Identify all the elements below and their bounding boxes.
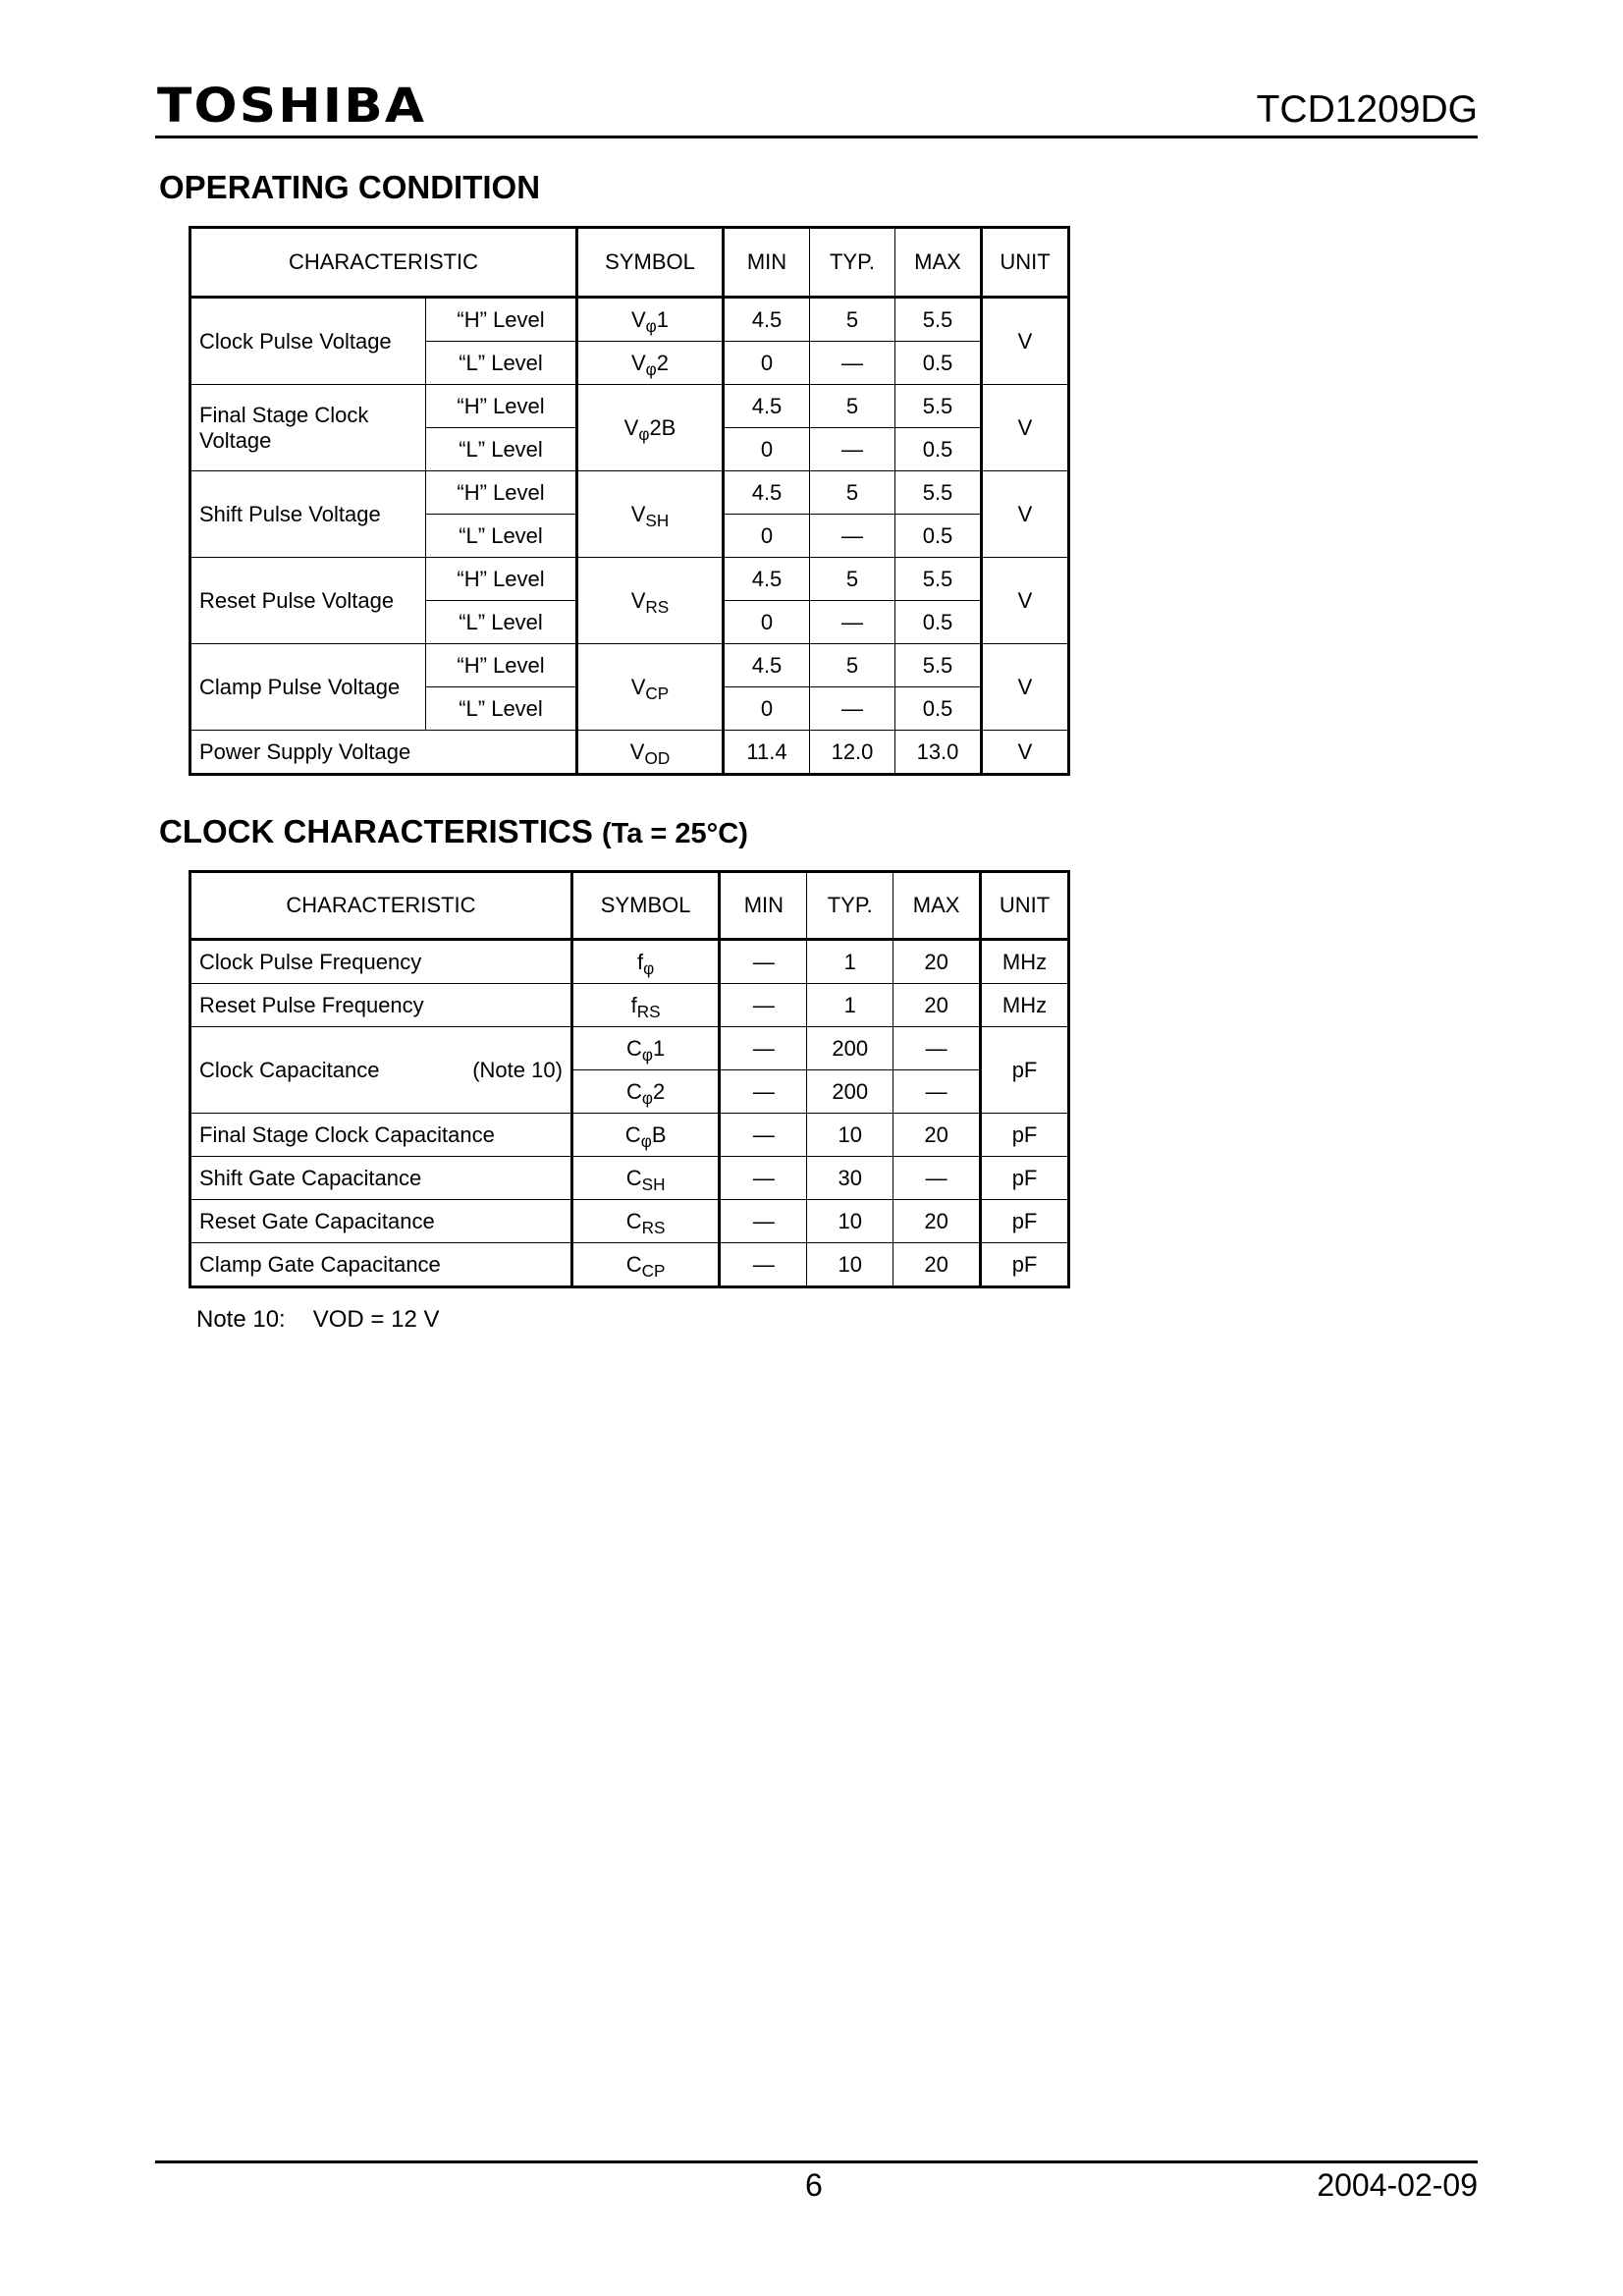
typ-cell: 5 xyxy=(810,385,895,428)
col-header-min: MIN xyxy=(720,872,807,940)
max-cell: 20 xyxy=(893,1200,981,1243)
max-cell: — xyxy=(893,1157,981,1200)
min-cell: 0 xyxy=(724,687,810,731)
table-row xyxy=(190,984,1069,1027)
typ-cell: — xyxy=(810,601,895,644)
col-header-typ: TYP. xyxy=(807,872,893,940)
col-header-typ: TYP. xyxy=(810,228,895,298)
table-row xyxy=(190,731,1069,775)
unit-cell: pF xyxy=(981,1157,1069,1200)
unit-cell: pF xyxy=(981,1243,1069,1287)
unit-cell: pF xyxy=(981,1200,1069,1243)
characteristic-cell: Clamp Pulse Voltage xyxy=(190,644,426,731)
symbol-cell: $C_{SH}$ xyxy=(571,1157,720,1200)
col-header-unit: UNIT xyxy=(981,872,1069,940)
table-header-row xyxy=(190,872,1069,940)
unit-cell: MHz xyxy=(981,940,1069,984)
min-cell: 4.5 xyxy=(724,471,810,515)
symbol-cell: $V_{CP}$ xyxy=(577,644,724,731)
typ-cell: 200 xyxy=(807,1070,893,1114)
typ-cell: — xyxy=(810,687,895,731)
min-cell: 0 xyxy=(724,601,810,644)
min-cell: 0 xyxy=(724,428,810,471)
min-cell: — xyxy=(720,1200,807,1243)
typ-cell: 5 xyxy=(810,471,895,515)
min-cell: — xyxy=(720,1157,807,1200)
level-cell: “H” Level xyxy=(426,298,577,342)
max-cell: 0.5 xyxy=(895,515,982,558)
min-cell: 4.5 xyxy=(724,644,810,687)
unit-cell: V xyxy=(982,471,1069,558)
note-ref: (Note 10) xyxy=(472,1057,563,1082)
typ-cell: — xyxy=(810,342,895,385)
typ-cell: 5 xyxy=(810,298,895,342)
part-number: TCD1209DG xyxy=(1256,88,1478,131)
typ-cell: — xyxy=(810,428,895,471)
symbol-cell: $C_{RS}$ xyxy=(571,1200,720,1243)
max-cell: 0.5 xyxy=(895,428,982,471)
header-rule xyxy=(155,136,1478,138)
min-cell: 4.5 xyxy=(724,385,810,428)
table-row xyxy=(190,644,1069,687)
typ-cell: 12.0 xyxy=(810,731,895,775)
table-row xyxy=(190,385,1069,428)
max-cell: 20 xyxy=(893,984,981,1027)
max-cell: — xyxy=(893,1027,981,1070)
level-cell: “H” Level xyxy=(426,471,577,515)
typ-cell: 10 xyxy=(807,1243,893,1287)
symbol-cell: $V_{SH}$ xyxy=(577,471,724,558)
level-cell: “L” Level xyxy=(426,428,577,471)
symbol-cell: $V_\varphi 2B$ xyxy=(577,385,724,471)
typ-cell: 1 xyxy=(807,984,893,1027)
max-cell: 5.5 xyxy=(895,558,982,601)
typ-cell: 200 xyxy=(807,1027,893,1070)
symbol-cell: $V_\varphi 2$ xyxy=(577,342,724,385)
table-row xyxy=(190,471,1069,515)
min-cell: 4.5 xyxy=(724,558,810,601)
typ-cell: 1 xyxy=(807,940,893,984)
table-row xyxy=(190,1243,1069,1287)
symbol-cell: $C_\varphi B$ xyxy=(571,1114,720,1157)
table-row xyxy=(190,940,1069,984)
symbol-cell: $f_{RS}$ xyxy=(571,984,720,1027)
col-header-symbol: SYMBOL xyxy=(577,228,724,298)
unit-cell: V xyxy=(982,558,1069,644)
operating-condition-table xyxy=(189,226,1070,776)
min-cell: 11.4 xyxy=(724,731,810,775)
col-header-symbol: SYMBOL xyxy=(571,872,720,940)
symbol-cell: $C_\varphi 1$ xyxy=(571,1027,720,1070)
min-cell: 0 xyxy=(724,342,810,385)
level-cell: “H” Level xyxy=(426,558,577,601)
unit-cell: MHz xyxy=(981,984,1069,1027)
unit-cell: V xyxy=(982,385,1069,471)
clock-characteristics-condition: (Ta = 25°C) xyxy=(602,818,748,849)
max-cell: 0.5 xyxy=(895,342,982,385)
typ-cell: — xyxy=(810,515,895,558)
footer-rule xyxy=(155,2160,1478,2163)
typ-cell: 5 xyxy=(810,558,895,601)
max-cell: 5.5 xyxy=(895,471,982,515)
typ-cell: 10 xyxy=(807,1200,893,1243)
unit-cell: V xyxy=(982,731,1069,775)
toshiba-logo: TOSHIBA xyxy=(157,79,427,134)
max-cell: — xyxy=(893,1070,981,1114)
document-date: 2004-02-09 xyxy=(1317,2167,1478,2203)
symbol-cell: $f_\varphi$ xyxy=(571,940,720,984)
characteristic-cell: Reset Pulse Frequency xyxy=(190,984,572,1027)
table-row xyxy=(190,1114,1069,1157)
max-cell: 0.5 xyxy=(895,687,982,731)
note-text: VOD = 12 V xyxy=(312,1306,440,1333)
min-cell: — xyxy=(720,1070,807,1114)
characteristic-cell: Final Stage Clock Capacitance xyxy=(190,1114,572,1157)
characteristic-cell: Clamp Gate Capacitance xyxy=(190,1243,572,1287)
note-label: Note 10: xyxy=(196,1306,286,1333)
max-cell: 20 xyxy=(893,940,981,984)
col-header-max: MAX xyxy=(895,228,982,298)
typ-cell: 10 xyxy=(807,1114,893,1157)
characteristic-cell: Clock Pulse Frequency xyxy=(190,940,572,984)
level-cell: “L” Level xyxy=(426,342,577,385)
table-row xyxy=(190,1027,1069,1070)
level-cell: “L” Level xyxy=(426,601,577,644)
table-row xyxy=(190,1200,1069,1243)
characteristic-cell: Shift Gate Capacitance xyxy=(190,1157,572,1200)
min-cell: — xyxy=(720,1027,807,1070)
symbol-cell: $V_{RS}$ xyxy=(577,558,724,644)
unit-cell: pF xyxy=(981,1114,1069,1157)
col-header-unit: UNIT xyxy=(982,228,1069,298)
clock-characteristics-title: CLOCK CHARACTERISTICS (Ta = 25°C) xyxy=(159,813,748,849)
operating-condition-title: OPERATING CONDITION xyxy=(159,169,541,205)
page-number: 6 xyxy=(805,2167,823,2203)
symbol-cell: $C_\varphi 2$ xyxy=(571,1070,720,1114)
characteristic-cell: Reset Gate Capacitance xyxy=(190,1200,572,1243)
table-header-row xyxy=(190,228,1069,298)
max-cell: 5.5 xyxy=(895,385,982,428)
unit-cell: V xyxy=(982,298,1069,385)
characteristic-cell: Shift Pulse Voltage xyxy=(190,471,426,558)
symbol-cell: $C_{CP}$ xyxy=(571,1243,720,1287)
characteristic-cell: Reset Pulse Voltage xyxy=(190,558,426,644)
max-cell: 5.5 xyxy=(895,298,982,342)
level-cell: “H” Level xyxy=(426,644,577,687)
table-row xyxy=(190,558,1069,601)
characteristic-cell: Final Stage Clock Voltage xyxy=(190,385,426,471)
level-cell: “L” Level xyxy=(426,687,577,731)
max-cell: 0.5 xyxy=(895,601,982,644)
min-cell: 4.5 xyxy=(724,298,810,342)
col-header-min: MIN xyxy=(724,228,810,298)
max-cell: 20 xyxy=(893,1114,981,1157)
table-row xyxy=(190,1157,1069,1200)
min-cell: — xyxy=(720,984,807,1027)
level-cell: “H” Level xyxy=(426,385,577,428)
min-cell: — xyxy=(720,1243,807,1287)
col-header-max: MAX xyxy=(893,872,981,940)
col-header-characteristic: CHARACTERISTIC xyxy=(190,228,577,298)
characteristic-cell: Clock Pulse Voltage xyxy=(190,298,426,385)
max-cell: 5.5 xyxy=(895,644,982,687)
level-cell: “L” Level xyxy=(426,515,577,558)
max-cell: 20 xyxy=(893,1243,981,1287)
max-cell: 13.0 xyxy=(895,731,982,775)
characteristic-cell: Clock Capacitance (Note 10) xyxy=(190,1027,572,1114)
col-header-characteristic: CHARACTERISTIC xyxy=(190,872,572,940)
clock-characteristics-table xyxy=(189,870,1070,1288)
symbol-cell: $V_{OD}$ xyxy=(577,731,724,775)
min-cell: — xyxy=(720,1114,807,1157)
unit-cell: V xyxy=(982,644,1069,731)
typ-cell: 30 xyxy=(807,1157,893,1200)
typ-cell: 5 xyxy=(810,644,895,687)
min-cell: — xyxy=(720,940,807,984)
table-row xyxy=(190,298,1069,342)
unit-cell: pF xyxy=(981,1027,1069,1114)
note-10 xyxy=(196,1306,439,1334)
min-cell: 0 xyxy=(724,515,810,558)
characteristic-cell: Power Supply Voltage xyxy=(190,731,577,775)
symbol-cell: $V_\varphi 1$ xyxy=(577,298,724,342)
